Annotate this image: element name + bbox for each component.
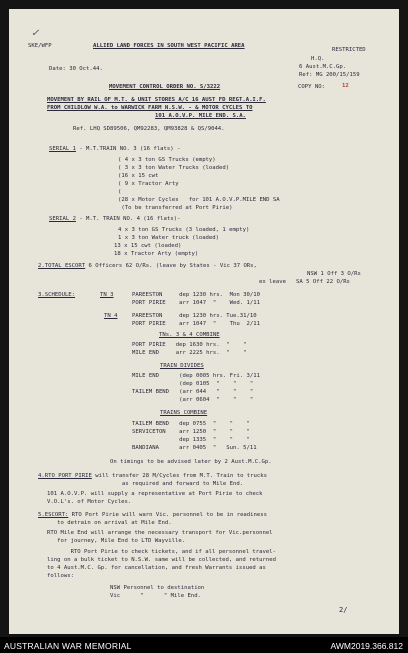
combine-row: MILE END arr 2225 hrs. " " — [132, 350, 247, 356]
copy-no-label: COPY NO: — [298, 84, 325, 90]
serial-2-train: - M.T. TRAIN NO. 4 (16 flats)- — [75, 216, 181, 222]
escort-paragraph — [38, 512, 267, 518]
total-escort-text: 6 Officers 62 O/Rs. (leave by States - Vic 37 ORs, — [85, 263, 257, 269]
divides-row: (arr 0604 " " " — [132, 397, 254, 403]
nsw-personnel-line: NSW Personnel to destination — [110, 585, 205, 591]
page-marker: 2/ — [339, 606, 348, 614]
schedule-label: 3.SCHEDULE: — [38, 292, 76, 298]
escort-line: to 4 Aust.M.C. Gp. for cancellation, and fresh Warrants issued as — [47, 565, 266, 571]
order-subtitle-3: 101 A.O.V.P. MILE END. S.A. — [155, 113, 246, 119]
divides-row: (dep 0105 " " " — [132, 381, 254, 387]
escort-line: ling on a bulk ticket to N.S.W. same will be collected, and returned — [47, 557, 277, 563]
tn4-row: PAREESTON dep 1230 hrs. Tue.31/10 — [132, 313, 257, 319]
rto-line: 101 A.O.V.P. will supply a representative at Port Pirie to check — [47, 491, 263, 497]
serial-2-label: SERIAL 2 — [49, 216, 76, 222]
footer-bar — [0, 637, 408, 653]
rto-port-pirie — [38, 473, 267, 479]
tn3-label: TN 3 — [100, 292, 114, 298]
tn4-row: PORT PIRIE arr 1047 " Thu 2/11 — [132, 321, 260, 327]
trains-combine-title: TRAINS COMBINE — [160, 410, 208, 416]
ref-left: SKE/WFP — [28, 43, 52, 49]
copy-no-value: 12 — [342, 83, 349, 89]
divides-row: TAILEM BEND (arr 044 " " " — [132, 389, 254, 395]
escort-line: RTO Mile End will arrange the necessary transport for Vic.personnel — [47, 530, 273, 536]
order-title: MOVEMENT CONTROL ORDER NO. S/3222 — [109, 84, 221, 90]
document-page — [9, 9, 399, 634]
unit-label: 6 Aust.M.C.Gp. — [299, 64, 347, 70]
ref-line: Ref: MG 200/15/159 — [299, 72, 360, 78]
serial-1-label: SERIAL 1 — [49, 146, 76, 152]
escort-label: 5.ESCORT: — [38, 512, 69, 518]
total-escort — [38, 263, 257, 269]
document-title: ALLIED LAND FORCES IN SOUTH WEST PACIFIC AREA — [93, 43, 245, 49]
serial-1-line: (28 x Motor Cycles for 101 A.O.V.P.MILE END SA — [118, 197, 280, 203]
trains-combine-row: dep 1335 " " " — [132, 437, 250, 443]
timings-note: On timings to be advised later by 2 Aust.M.C.Gp. — [110, 459, 272, 465]
rto-port-pirie-text: will transfer 28 M/Cycles from M.T. Train to trucks — [91, 473, 268, 479]
divides-row: MILE END (dep 0005 hrs. Fri. 3/11 — [132, 373, 260, 379]
serial-1-line: (To be transferred at Port Pirie) — [118, 205, 233, 211]
date-line: Date: 30 Oct.44. — [49, 66, 103, 72]
order-references: Ref. LHQ SD89506, QM92283, QM93828 & QS/9044. — [73, 126, 225, 132]
serial-2-line: 13 x 15 cwt (loaded) — [114, 243, 182, 249]
serial-1-heading — [49, 146, 180, 152]
serial-1-line: ( 4 x 3 ton GS Trucks (empty) — [118, 157, 216, 163]
serial-2-line: 4 x 3 ton GS Trucks (3 loaded, 1 empty) — [118, 227, 250, 233]
rto-line: V.O.L's. of Motor Cycles. — [47, 499, 132, 505]
footer-source: AUSTRALIAN WAR MEMORIAL — [4, 641, 132, 651]
trains-combine-row: BANDIANA arr 0405 " Sun. 5/11 — [132, 445, 257, 451]
order-subtitle-1: MOVEMENT BY RAIL OF M.T. & UNIT STORES A/C 16 AUST FD REGT.A.I.F. — [47, 97, 266, 103]
serial-1-train: - M.T.TRAIN NO. 3 (16 flats) - — [75, 146, 181, 152]
escort-line: for journey, Mile End to LTD Wayville. — [47, 538, 186, 544]
total-escort-label: 2.TOTAL ESCORT — [38, 263, 86, 269]
combine-row: PORT PIRIE dep 1630 hrs. " " — [132, 342, 247, 348]
escort-text: RTO Port Pirie will warn Vic. personnel to be in readiness — [68, 512, 268, 518]
escort-line-3: ex leave SA 5 Off 22 O/Rs — [259, 279, 350, 285]
serial-1-line: ( 3 x 3 ton Water Trucks (loaded) — [118, 165, 230, 171]
handwritten-mark: ✓ — [31, 28, 40, 39]
divides-title: TRAIN DIVIDES — [160, 363, 204, 369]
vic-personnel-line: Vic " " Mile End. — [110, 593, 201, 599]
footer-accession-number: AWM2019.366.812 — [330, 641, 403, 651]
serial-1-line: ( — [118, 189, 122, 195]
hq-label: H.Q. — [311, 56, 325, 62]
tn3-row: PORT PIRIE arr 1047 " Wed. 1/11 — [132, 300, 260, 306]
serial-2-line: 1 x 3 ton Water truck (loaded) — [118, 235, 220, 241]
serial-1-line: (16 x 15 cwt — [118, 173, 159, 179]
combine-title: TNs. 3 & 4 COMBINE — [159, 332, 220, 338]
escort-line: follows: — [47, 573, 74, 579]
escort-line-2: NSW 1 Off 3 O/Rs — [307, 271, 361, 277]
order-subtitle-2: FROM CHILDLOW W.A. to WARWICK FARM N.S.W. - & MOTOR CYCLES TO — [47, 105, 253, 111]
trains-combine-row: SERVICETON arr 1250 " " " — [132, 429, 250, 435]
serial-2-heading — [49, 216, 180, 222]
escort-line: to detrain on arrival at Mile End. — [47, 520, 172, 526]
serial-2-line: 18 x Tractor Arty (empty) — [114, 251, 199, 257]
tn3-row: PAREESTON dep 1230 hrs. Mon 30/10 — [132, 292, 260, 298]
trains-combine-row: TAILEM BEND dep 0755 " " " — [132, 421, 250, 427]
rto-port-pirie-label: 4.RTO PORT PIRIE — [38, 473, 92, 479]
escort-line: RTO Port Pirie to check tickets, and if all personnel travel- — [47, 549, 277, 555]
restricted-stamp: RESTRICTED — [332, 47, 366, 53]
tn4-label: TN 4 — [104, 313, 118, 319]
serial-1-line: ( 9 x Tractor Arty — [118, 181, 179, 187]
rto-line: as required and forward to Mile End. — [105, 481, 244, 487]
